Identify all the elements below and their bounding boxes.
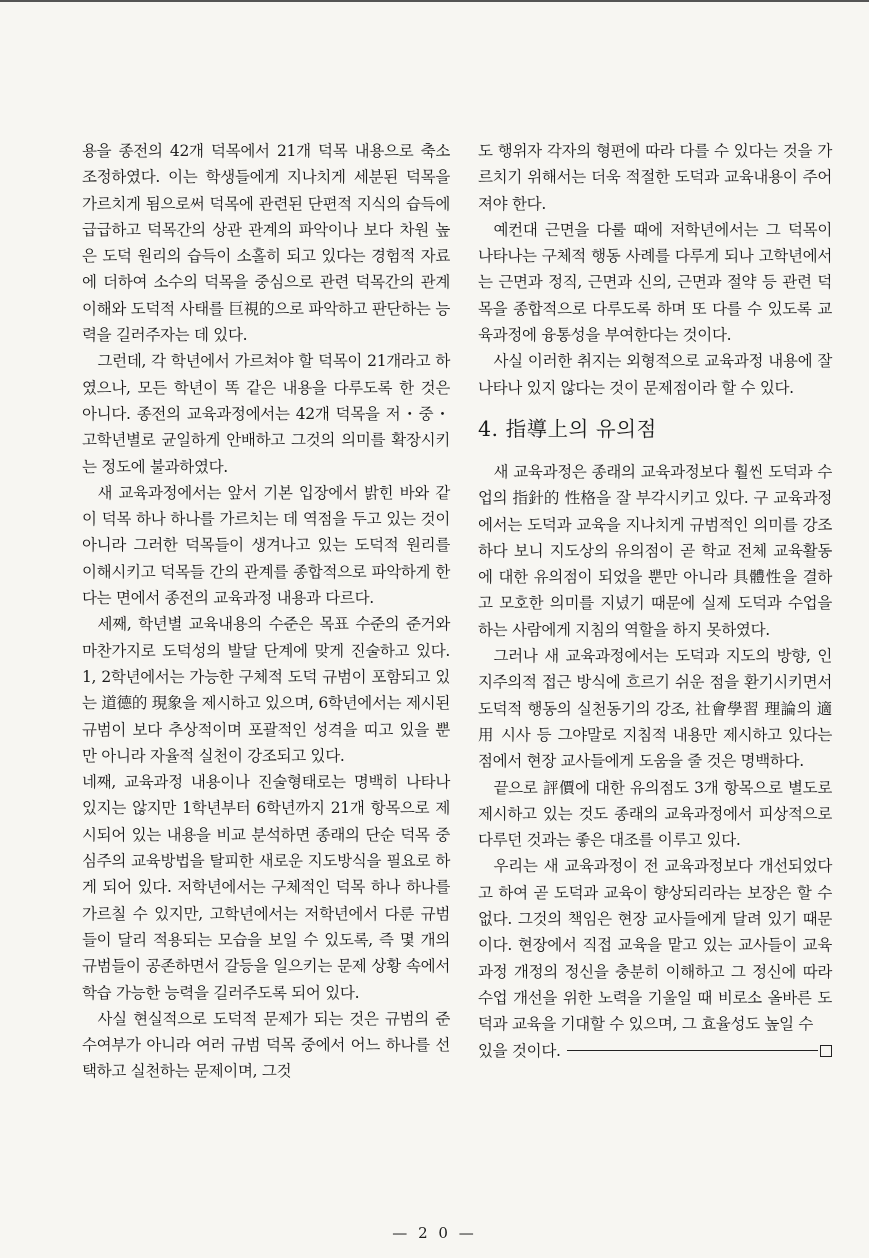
closing-line: [478, 1038, 832, 1064]
body-paragraph: 끝으로 評價에 대한 유의점도 3개 항목으로 별도로 제시하고 있는 것도 종래의 교육과정에서 피상적으로 다루던 것과는 좋은 대조를 이루고 있다.: [478, 778, 832, 850]
body-paragraph: 사실 이러한 취지는 외형적으로 교육과정 내용에 잘 나타나 있지 않다는 것이 문제점이라 할 수 있다.: [478, 352, 832, 397]
body-paragraph: 우리는 새 교육과정이 전 교육과정보다 개선되었다고 하여 곧 도덕과 교육이 향상되리라는 보장은 할 수 없다. 그것의 책임은 현장 교사들에게 달려 있기 때문이다. 현장에서 직접 교육을 맡고 있는 교사들이 교육과정 개정의 정신을 충분히 이해하고 그 정신에 따라 수업 개선을 위한 노력을 기울일 때 비로소 올바른 도덕과 교육을 기대할 수 있으며, 그 효율성도 높일 수: [478, 857, 832, 1034]
body-paragraph: 사실 현실적으로 도덕적 문제가 되는 것은 규범의 준수여부가 아니라 여러 규범 덕목 중에서 어느 하나를 선택하고 실천하는 문제이며, 그것: [82, 1009, 450, 1081]
closing-text: 있을 것이다.: [478, 1041, 561, 1060]
body-paragraph: 용을 종전의 42개 덕목에서 21개 덕목 내용으로 축소 조정하였다. 이는 학생들에게 지나치게 세분된 덕목을 가르치게 됨으로써 덕목에 관련된 단편적 지식의 습득에 급급하고 덕목간의 상관 관계의 파악이나 보다 차원 높은 도덕 원리의 습득이 소홀히 되고 있다는 경험적 자료에 더하여 소수의 덕목을 중심으로 관련 덕목간의 관계 이해와 도덕적 사태를 巨視的으로 파악하고 판단하는 능력을 길러주자는 데 있다.: [82, 142, 450, 345]
body-paragraph: 네째, 교육과정 내용이나 진술형태로는 명백히 나타나 있지는 않지만 1학년부터 6학년까지 21개 항목으로 제시되어 있는 내용을 비교 분석하면 종래의 단순 덕목 중심주의 교육방법을 탈피한 새로운 지도방식을 필요로 하게 되어 있다. 저학년에서는 구체적인 덕목 하나 하나를 가르칠 수 있지만, 고학년에서는 저학년에서 다룬 규범들이 달리 적용되는 모습을 보일 수 있도록, 즉 몇 개의 규범들이 공존하면서 갈등을 일으키는 문제 상황 속에서 학습 가능한 능력을 길러주도록 되어 있다.: [82, 773, 450, 1002]
body-paragraph: 예컨대 근면을 다룰 때에 저학년에서는 그 덕목이 나타나는 구체적 행동 사례를 다루게 되나 고학년에서는 근면과 정직, 근면과 신의, 근면과 절약 등 관련 덕목을 종합적으로 다루도록 하며 또 다를 수 있도록 교육과정에 융통성을 부여한다는 것이다.: [478, 220, 832, 345]
end-mark-box: [820, 1045, 832, 1057]
body-paragraph: 그런데, 각 학년에서 가르쳐야 할 덕목이 21개라고 하였으나, 모든 학년이 똑 같은 내용을 다루도록 한 것은 아니다. 종전의 교육과정에서는 42개 덕목을 저・중・고학년별로 균일하게 안배하고 그것의 의미를 확장시키는 정도에 불과하였다.: [82, 352, 450, 476]
top-border-line: [0, 0, 869, 2]
body-paragraph: 새 교육과정은 종래의 교육과정보다 훨씬 도덕과 수업의 指針的 性格을 잘 부각시키고 있다. 구 교육과정에서는 도덕과 교육을 지나치게 규범적인 의미를 강조하다 보니 지도상의 유의점이 곧 학교 전체 교육활동에 대한 유의점이 되었을 뿐만 아니라 具體性을 결하고 모호한 의미를 지녔기 때문에 실제 도덕과 수업을 하는 사람에게 지침의 역할을 하지 못하였다.: [478, 462, 832, 639]
body-paragraph: 새 교육과정에서는 앞서 기본 입장에서 밝힌 바와 같이 덕목 하나 하나를 가르치는 데 역점을 두고 있는 것이 아니라 그러한 덕목들이 생겨나고 있는 도덕적 원리를 이해시키고 덕목들 간의 관계를 종합적으로 파악하게 한다는 면에서 종전의 교육과정 내용과 다르다.: [82, 483, 450, 608]
end-rule: [567, 1050, 818, 1051]
body-paragraph: 도 행위자 각자의 형편에 따라 다를 수 있다는 것을 가르치기 위해서는 더욱 적절한 도덕과 교육내용이 주어져야 한다.: [478, 142, 832, 213]
right-column: [478, 138, 832, 1064]
page-number: — 2 0 —: [392, 1224, 477, 1242]
left-column: [82, 138, 450, 1085]
section-heading: 4. 指導上의 유의점: [478, 416, 657, 441]
body-paragraph: 그러나 새 교육과정에서는 도덕과 지도의 방향, 인지주의적 접근 방식에 흐르기 쉬운 점을 환기시키면서 도덕적 행동의 실천동기의 강조, 社會學習 理論의 適用 시사 등 그야말로 지침적 내용만 제시하고 있다는 점에서 현장 교사들에게 도움을 줄 것은 명백하다.: [478, 647, 832, 771]
body-paragraph: 세째, 학년별 교육내용의 수준은 목표 수준의 준거와 마찬가지로 도덕성의 발달 단계에 맞게 진술하고 있다. 1, 2학년에서는 가능한 구체적 도덕 규범이 포함되고 있는 道德的 現象을 제시하고 있으며, 6학년에서는 제시된 규범이 보다 추상적이며 포괄적인 성격을 띠고 있을 뿐만 아니라 자율적 실천이 강조되고 있다.: [82, 615, 450, 765]
